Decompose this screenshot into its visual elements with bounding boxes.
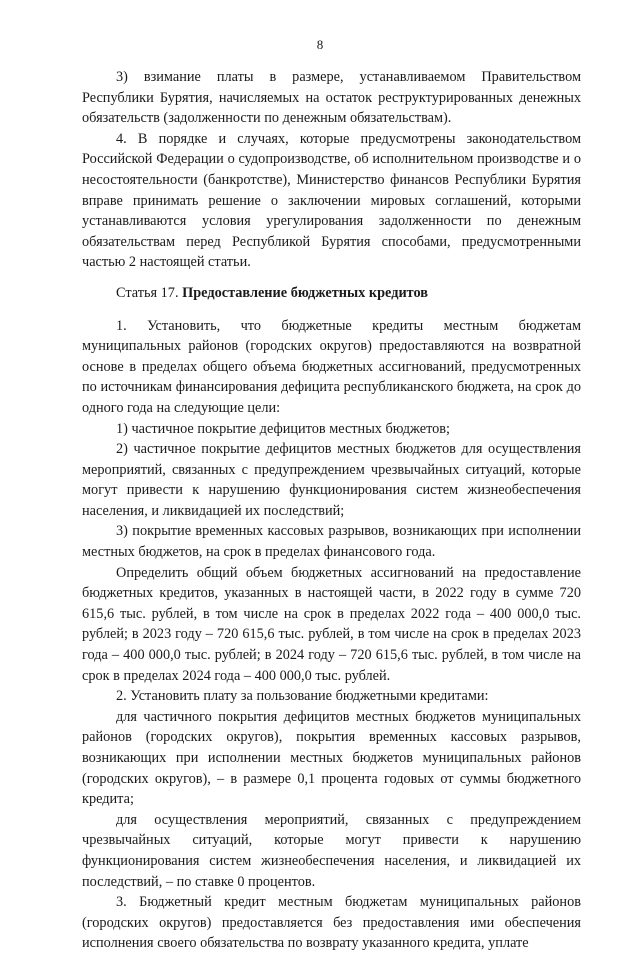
document-body	[82, 67, 581, 954]
article-17-heading	[82, 283, 581, 304]
article-number: Статья 17.	[116, 284, 183, 301]
paragraph-4-settlement: 4. В порядке и случаях, которые предусмотрены законодательством Российской Федерации о судопроизводстве, об исполнительном производстве и о несостоятельности (банкротстве), Министерство финансов Республики Бурятия вправе принимать решение о заключении мировых соглашений, которыми устанавливаются условия урегулирования задолженности по денежным обязательствам перед Республикой Бурятия способами, предусмотренными частью 2 настоящей статьи.	[82, 130, 581, 271]
list-item-cash-gaps: 3) покрытие временных кассовых разрывов, возникающих при исполнении местных бюджетов, на срок в пределах финансового года.	[82, 523, 581, 561]
list-item-deficit-coverage: 1) частичное покрытие дефицитов местных бюджетов;	[116, 420, 451, 437]
paragraph-1-budget-credits: 1. Установить, что бюджетные кредиты местным бюджетам муниципальных районов (городских округов) предоставляются на возвратной основе в пределах общего объема бюджетных ассигнований, предусмотренных по источникам финансирования дефицита республиканского бюджета, на срок до одного года на следующие цели:	[82, 317, 581, 416]
paragraph-2-fee: 2. Установить плату за пользование бюджетными кредитами:	[116, 688, 489, 705]
paragraph-3-no-collateral: 3. Бюджетный кредит местным бюджетам муниципальных районов (городских округов) предоставляется без предоставления ими обеспечения исполнения своего обязательства по возврату указанного кредита, уплате	[82, 894, 581, 952]
list-item-emergency-coverage: 2) частичное покрытие дефицитов местных бюджетов для осуществления мероприятий, связанных с предупреждением чрезвычайных ситуаций, которые могут привести к нарушению функционирования систем жизнеобеспечения населения, и ликвидацией их последствий;	[82, 441, 581, 519]
paragraph-3-payment-fee: 3) взимание платы в размере, устанавливаемом Правительством Республики Бурятия, начисляемых на остаток реструктурированных денежных обязательств (задолженности по денежным обязательствам).	[82, 69, 581, 127]
paragraph-fee-emergency: для осуществления мероприятий, связанных с предупреждением чрезвычайных ситуаций, которые могут привести к нарушению функционирования систем жизнеобеспечения населения, и ликвидацией их последствий, – по ставке 0 процентов.	[82, 811, 581, 890]
paragraph-fee-deficit: для частичного покрытия дефицитов местных бюджетов муниципальных районов (городских округов), покрытия временных кассовых разрывов, возникающих при исполнении местных бюджетов муниципальных районов (городских округов), – в размере 0,1 процента годовых от суммы бюджетного кредита;	[82, 708, 581, 808]
article-title: Предоставление бюджетных кредитов	[182, 284, 429, 301]
page-number: 8	[316, 37, 324, 52]
paragraph-total-allocation: Определить общий объем бюджетных ассигнований на предоставление бюджетных кредитов, указанных в настоящей части, в 2022 году в сумме 720 615,6 тыс. рублей, в том числе на срок в пределах 2022 года – 400 000,0 тыс. рублей; в 2023 году – 720 615,6 тыс. рублей, в том числе на срок в пределах 2023 года – 400 000,0 тыс. рублей; в 2024 году – 720 615,6 тыс. рублей, в том числе на срок в пределах 2024 года – 400 000,0 тыс. рублей.	[82, 564, 581, 684]
